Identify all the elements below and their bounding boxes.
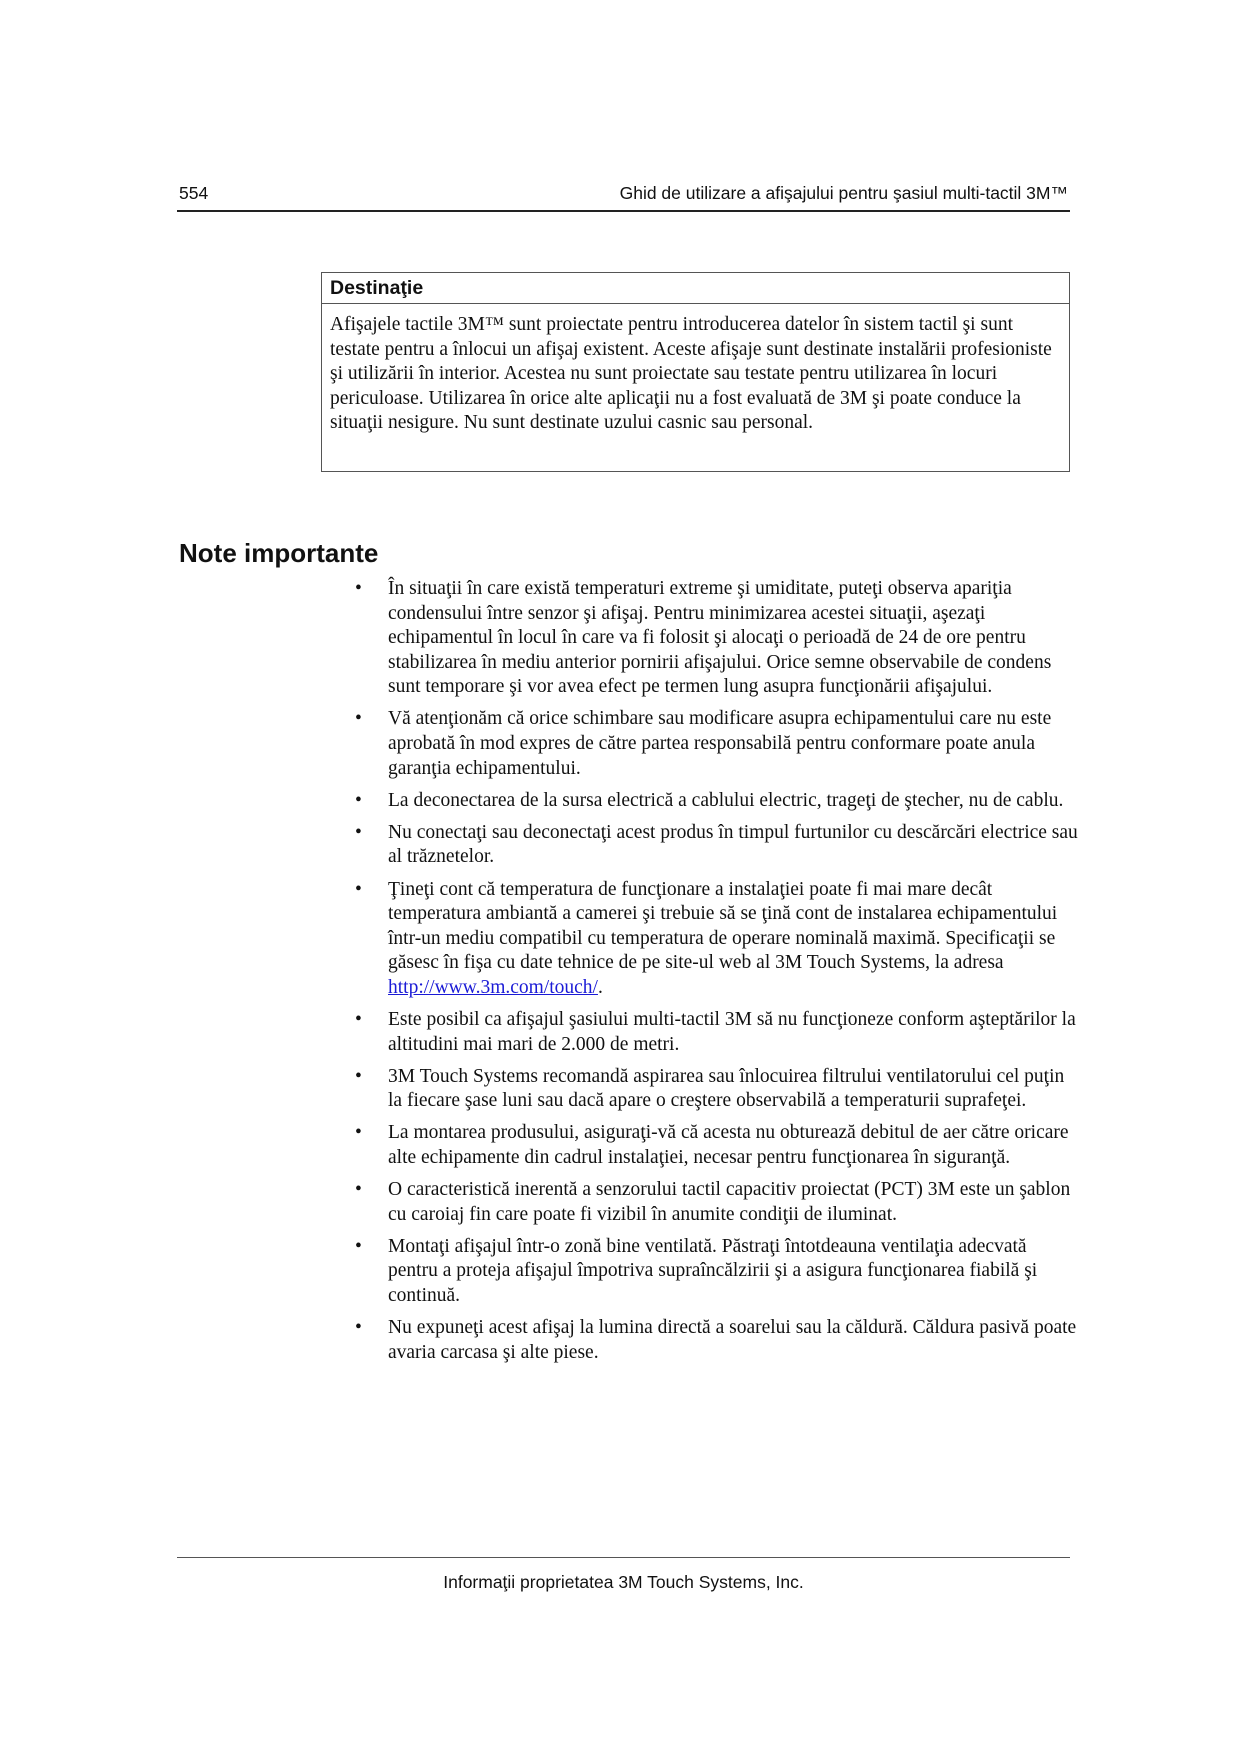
notice-body: Afişajele tactile 3M™ sunt proiectate pentru introducerea datelor în sistem tactil şi sunt testate pentru a înlocui un afişaj existent. Aceste afişaje sunt destinate instalării profesioniste şi utilizării în interior. Acestea nu sunt proiectate sau testate pentru utilizarea în locuri periculoase. Utilizarea în orice alte aplicaţii nu a fost evaluată de 3M şi poate conduce la situaţii nesigure. Nu sunt destinate uzului casnic sau personal. <box>330 314 1052 434</box>
list-item <box>355 707 1078 781</box>
bullet: • <box>355 1317 362 1339</box>
notice-title: Destinaţie <box>322 273 1069 304</box>
list-item <box>355 878 1078 1001</box>
list-item-text: În situaţii în care există temperaturi extreme şi umiditate, puteţi observa apariţia condensului între senzor şi afişaj. Pentru minimizarea acestei situaţii, aşezaţi echipamentul în locul în care va fi folosit şi alocaţi o perioadă de 24 de ore pentru stabilizarea în mediu anterior pornirii afişajului. Orice semne observabile de condens sunt temporare şi vor avea efect pe termen lung asupra funcţionării afişajului. <box>388 578 1052 698</box>
page-footer: Informaţii proprietatea 3M Touch Systems, Inc. <box>177 1557 1070 1593</box>
bullet: • <box>355 1065 362 1087</box>
bullet: • <box>355 578 362 599</box>
bullet: • <box>355 708 362 730</box>
list-item <box>355 1235 1078 1309</box>
page-header <box>177 180 1070 212</box>
bullet: • <box>355 789 362 811</box>
list-item-text: 3M Touch Systems recomandă aspirarea sau înlocuirea filtrului ventilatorului cel puţin la fiecare şase luni sau dacă apare o creştere observabilă a temperaturii suprafeţei. <box>388 1065 1065 1112</box>
list-item-text: Montaţi afişajul într-o zonă bine ventilată. Păstraţi întotdeauna ventilaţia adecvată pentru a proteja afişajul împotriva supraîncălzirii şi a asigura funcţionarea fiabilă şi continuă. <box>388 1235 1038 1306</box>
list-item-text: La deconectarea de la sursa electrică a cablului electric, trageţi de ştecher, nu de cablu. <box>388 789 1064 811</box>
list-item <box>355 1065 1078 1114</box>
list-item-text: O caracteristică inerentă a senzorului tactil capacitiv proiectat (PCT) 3M este un şablon cu caroiaj fin care poate fi vizibil în anumite condiţii de iluminat. <box>388 1179 1071 1225</box>
list-item <box>355 821 1078 870</box>
list-item-text: La montarea produsului, asiguraţi-vă că acesta nu obturează debitul de aer către oricare alte echipamente din cadrul instalaţiei, necesar pentru funcţionarea în siguranţă. <box>388 1122 1069 1168</box>
bullet: • <box>355 1179 362 1201</box>
page-number: 554 <box>179 183 209 203</box>
list-item-text: Ţineţi cont că temperatura de funcţionare a instalaţiei poate fi mai mare decât temperatura ambiantă a camerei şi trebuie să se ţină cont de instalarea echipamentului într-un mediu compatibil cu temperatura de operare nominală maximă. Specificaţii se găsesc în fişa cu date tehnice de pe site-ul web al 3M Touch Systems, la adresa <box>388 878 1058 974</box>
list-item-text: Vă atenţionăm că orice schimbare sau modificare asupra echipamentului care nu este aprobată în mod expres de către partea responsabilă pentru conformare poate anula garanţia echipamentului. <box>388 708 1052 779</box>
list-item <box>355 1008 1078 1057</box>
list-item-text: Nu conectaţi sau deconectaţi acest produs în timpul furtunilor cu descărcări electrice sau al trăznetelor. <box>388 821 1078 868</box>
bullet: • <box>355 878 362 900</box>
important-notes-list <box>355 577 1078 1373</box>
list-item <box>355 789 1078 814</box>
touch-systems-link[interactable]: http://www.3m.com/touch/ <box>388 976 598 998</box>
bullet: • <box>355 1122 362 1144</box>
intended-use-notice <box>321 272 1070 472</box>
list-item <box>355 1316 1078 1365</box>
list-item <box>355 1178 1078 1227</box>
bullet: • <box>355 821 362 843</box>
list-item-text: Este posibil ca afişajul şasiului multi-tactil 3M să nu funcţioneze conform aşteptărilor la altitudini mai mari de 2.000 de metri. <box>388 1009 1076 1055</box>
running-title: Ghid de utilizare a afişajului pentru şasiul multi-tactil 3M™ <box>619 183 1068 203</box>
list-item-text: Nu expuneţi acest afişaj la lumina directă a soarelui sau la căldură. Căldura pasivă poate avaria carcasa şi alte piese. <box>388 1317 1077 1363</box>
bullet: • <box>355 1235 362 1257</box>
link-suffix: . <box>597 976 603 998</box>
list-item <box>355 1121 1078 1170</box>
list-item <box>355 577 1078 700</box>
bullet: • <box>355 1009 362 1030</box>
section-heading: Note importante <box>179 538 379 568</box>
